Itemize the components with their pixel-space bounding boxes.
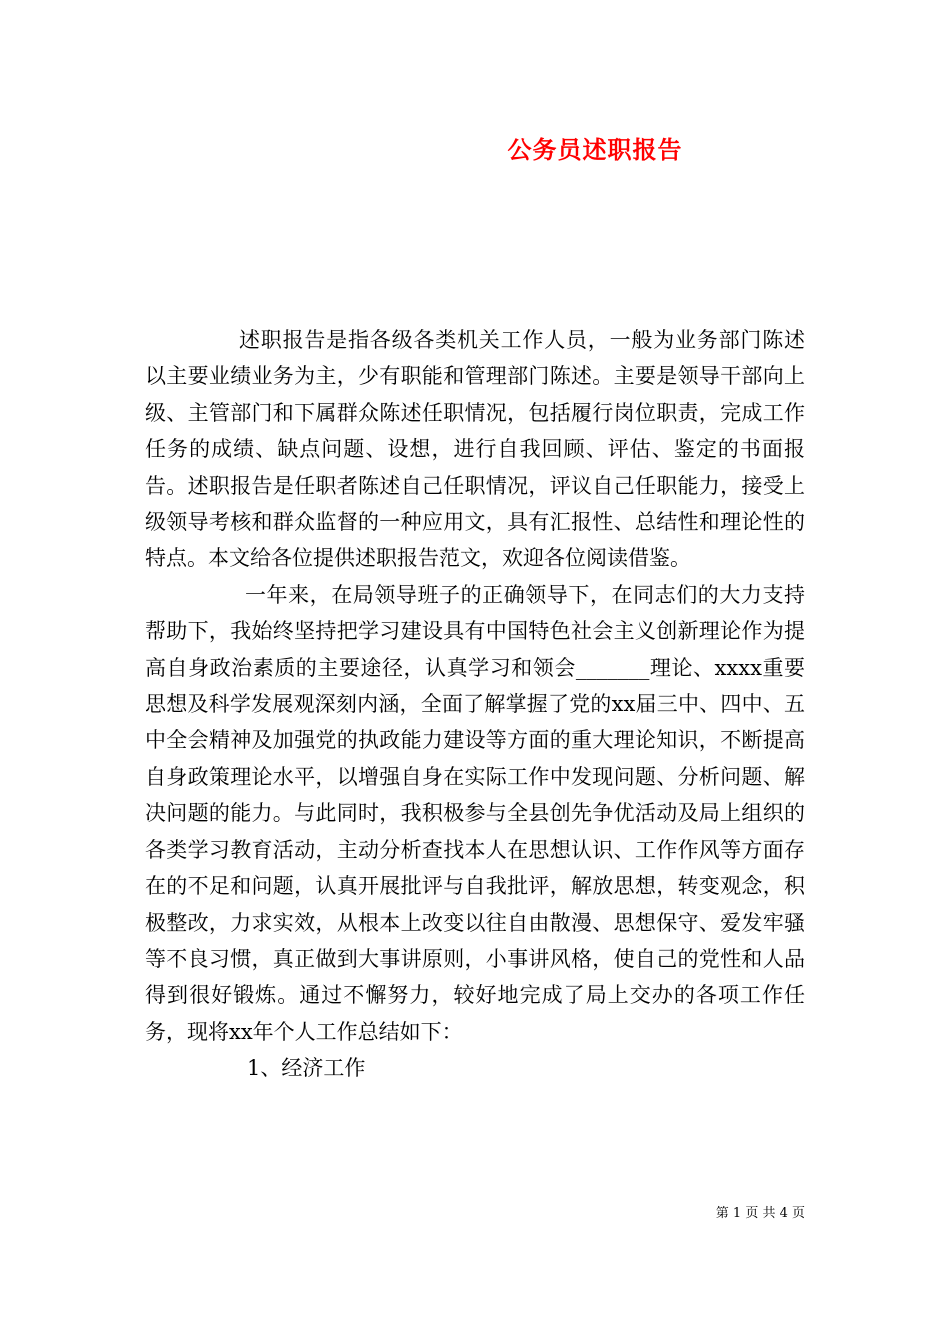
section-heading-economic-work: 1、经济工作: [247, 1056, 366, 1081]
document-title: 公务员述职报告: [507, 135, 683, 164]
paragraph-intro: 述职报告是指各级各类机关工作人员，一般为业务部门陈述以主要业绩业务为主，少有职能和管理部门陈述。主要是领导干部向上级、主管部门和下属群众陈述任职情况，包括履行岗位职责，完成工作任务的成绩、缺点问题、设想，进行自我回顾、评估、鉴定的书面报告。述职报告是任职者陈述自己任职情况，评议自己任职能力，接受上级领导考核和群众监督的一种应用文，具有汇报性、总结性和理论性的特点。本文给各位提供述职报告范文，欢迎各位阅读借鉴。: [145, 328, 805, 571]
page-number-footer: 第 1 页 共 4 页: [715, 1206, 805, 1221]
paragraph-summary: 一年来，在局领导班子的正确领导下，在同志们的大力支持帮助下，我始终坚持把学习建设具有中国特色社会主义创新理论作为提高自身政治素质的主要途径，认真学习和领会_______理论、xxxx重要思想及科学发展观深刻内涵，全面了解掌握了党的xx届三中、四中、五中全会精神及加强党的执政能力建设等方面的重大理论知识，不断提高自身政策理论水平，以增强自身在实际工作中发现问题、分析问题、解决问题的能力。与此同时，我积极参与全县创先争优活动及局上组织的各类学习教育活动，主动分析查找本人在思想认识、工作作风等方面存在的不足和问题，认真开展批评与自我批评，解放思想，转变观念，积极整改，力求实效，从根本上改变以往自由散漫、思想保守、爱发牢骚等不良习惯，真正做到大事讲原则，小事讲风格，使自己的党性和人品得到很好锻炼。通过不懈努力，较好地完成了局上交办的各项工作任务，现将xx年个人工作总结如下：: [145, 582, 805, 1044]
document-body: [145, 322, 805, 1087]
